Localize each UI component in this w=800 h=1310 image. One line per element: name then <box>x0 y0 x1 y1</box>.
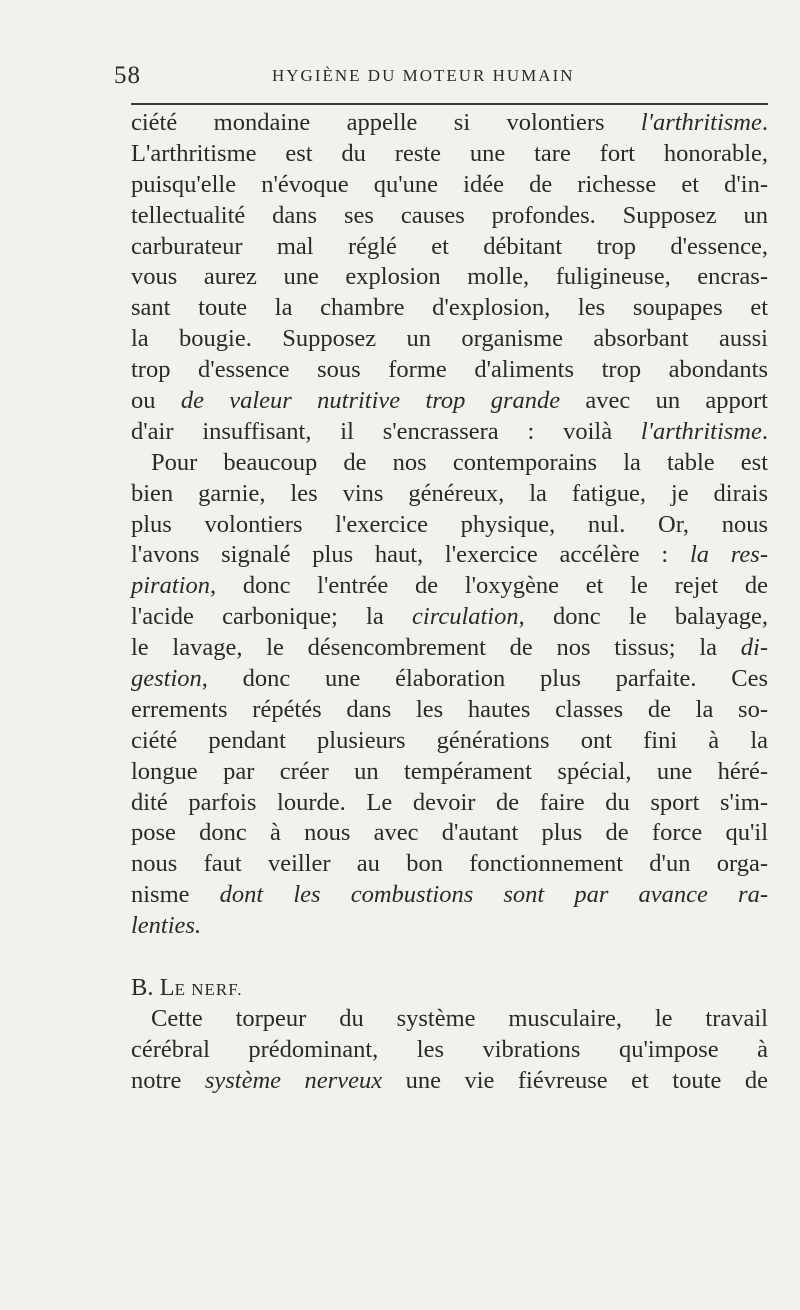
text-line: ciété mondaine appelle si volontiers l'arthritisme. <box>131 109 768 136</box>
text-line: ou de valeur nutritive trop grande avec un apport <box>131 387 768 415</box>
text-line: dité parfois lourde. Le devoir de faire du sport s'im- <box>131 788 768 816</box>
text-line: le lavage, le désencombrement de nos tissus; la di- <box>131 634 768 662</box>
text-line: errements répétés dans les hautes classes de la so- <box>131 695 768 723</box>
text-line: L'arthritisme est du reste une tare fort honorable, <box>131 139 768 167</box>
text-line: l'avons signalé plus haut, l'exercice accélère : la res- <box>131 541 768 569</box>
text-line: notre système nerveux une vie fiévreuse et toute de <box>131 1066 768 1094</box>
text-line: nisme dont les combustions sont par avance ra- <box>131 881 768 909</box>
text-line: sant toute la chambre d'explosion, les soupapes et <box>131 294 768 322</box>
text-line: ciété pendant plusieurs générations ont fini à la <box>131 726 768 754</box>
text-line: carburateur mal réglé et débitant trop d'essence, <box>131 232 768 260</box>
text-line: l'acide carbonique; la circulation, donc le balayage, <box>131 603 769 631</box>
text-line: plus volontiers l'exercice physique, nul. Or, nous <box>131 510 768 538</box>
text-line: d'air insuffisant, il s'encrassera : voilà l'arthritisme. <box>131 417 768 445</box>
running-title: HYGIÈNE DU MOTEUR HUMAIN <box>272 66 575 85</box>
text-line: nous faut veiller au bon fonctionnement d'un orga- <box>131 850 768 878</box>
text-line: Cette torpeur du système musculaire, le travail <box>151 1004 768 1032</box>
text-line: pose donc à nous avec d'autant plus de force qu'il <box>131 819 768 847</box>
text-line: piration, donc l'entrée de l'oxygène et le rejet de <box>131 572 768 600</box>
text-line: cérébral prédominant, les vibrations qu'impose à <box>131 1035 768 1063</box>
text-line: gestion, donc une élaboration plus parfaite. Ces <box>131 665 768 693</box>
section-heading: B. LE NERF. <box>131 974 243 1002</box>
text-line: tellectualité dans ses causes profondes. Supposez un <box>131 201 768 229</box>
page-header <box>114 62 769 92</box>
header-rule <box>131 103 768 105</box>
text-line: longue par créer un tempérament spécial, une héré- <box>131 757 768 785</box>
text-line: la bougie. Supposez un organisme absorbant aussi <box>131 325 768 353</box>
body-text <box>131 108 768 1097</box>
text-line: vous aurez une explosion molle, fuligineuse, encras- <box>131 263 768 291</box>
page-number: 58 <box>114 62 141 89</box>
text-line: lenties. <box>131 912 202 940</box>
text-line: puisqu'elle n'évoque qu'une idée de richesse et d'in- <box>131 170 768 198</box>
text-line: bien garnie, les vins généreux, la fatigue, je dirais <box>131 479 768 507</box>
text-line: trop d'essence sous forme d'aliments trop abondants <box>131 356 768 384</box>
text-line: Pour beaucoup de nos contemporains la table est <box>151 448 768 476</box>
